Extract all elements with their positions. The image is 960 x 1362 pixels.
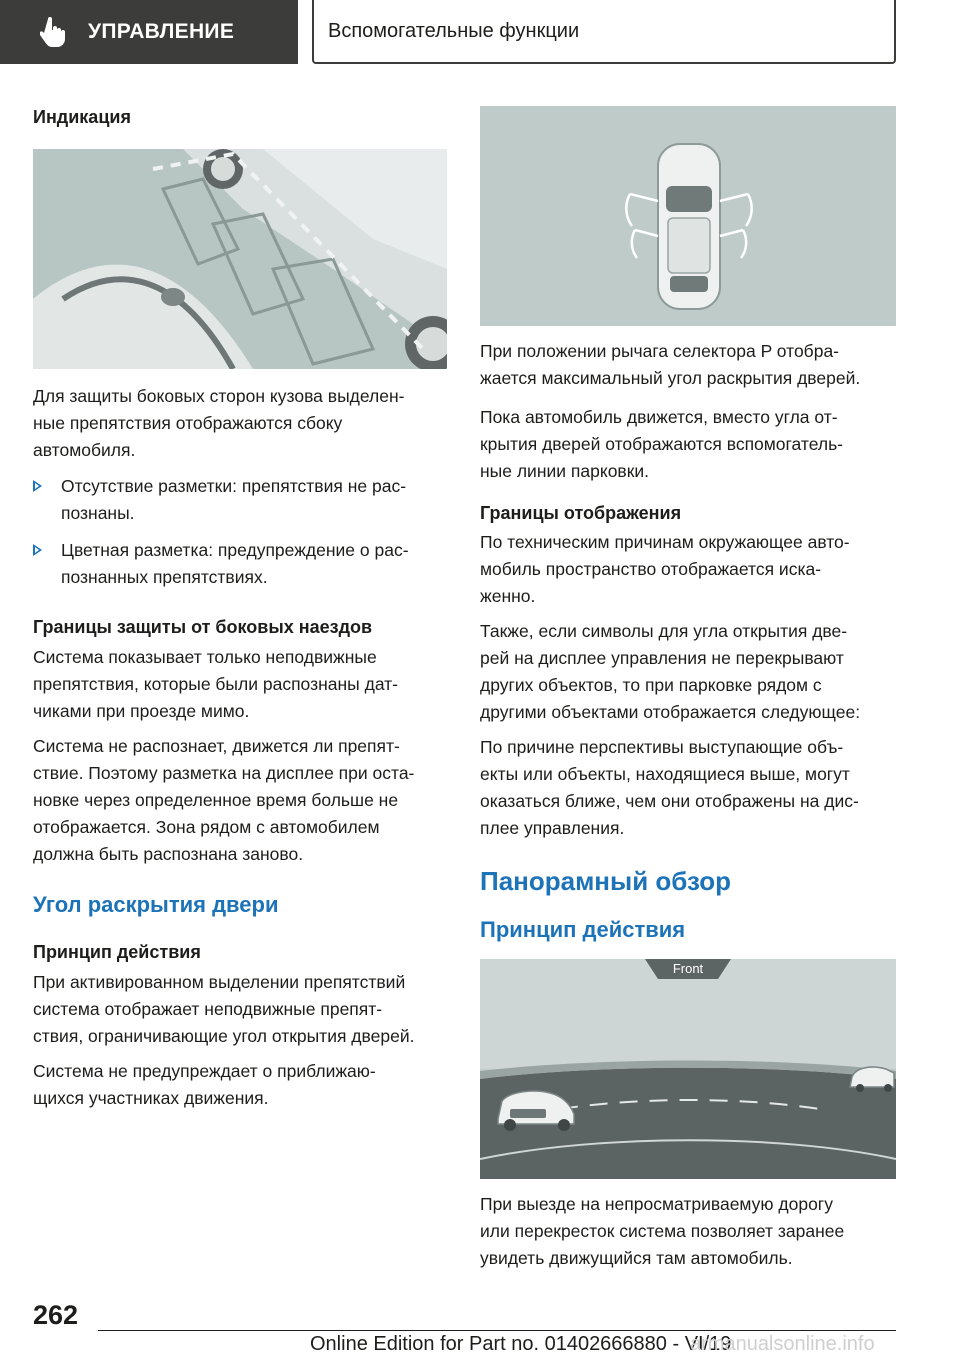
header-section-title: УПРАВЛЕНИЕ	[88, 20, 235, 43]
text-line: увидеть движущийся там автомобиль.	[480, 1248, 793, 1268]
bullet-colored-marking	[33, 537, 453, 591]
text-line: препятствия, которые были распознаны дат-	[33, 674, 399, 694]
text-line: ные препятствия отображаются сбоку	[33, 413, 343, 433]
text-line: По причине перспективы выступающие объ-	[480, 737, 844, 757]
text-line: мобиль пространство отображается иска-	[480, 559, 822, 579]
text-principle-1	[33, 969, 453, 1050]
text-line: Цветная разметка: предупреждение о рас-	[61, 540, 409, 560]
text-panorama-1	[480, 1191, 900, 1272]
text-line: Отсутствие разметки: препятствия не рас-	[61, 476, 407, 496]
text-principle-2	[33, 1058, 453, 1112]
text-line: познанных препятствиях.	[61, 567, 268, 587]
text-line: чиками при проезде мимо.	[33, 701, 250, 721]
text-limits-2	[33, 733, 453, 868]
text-line: рей на дисплее управления не перекрывают	[480, 648, 844, 668]
text-line: При активированном выделении препятствий	[33, 972, 406, 992]
text-line: другими объектами отображается следующее:	[480, 702, 861, 722]
text-line: екты или объекты, находящиеся выше, могут	[480, 764, 850, 784]
text-line: щихся участниках движения.	[33, 1088, 269, 1108]
text-line: По техническим причинам окружающее авто-	[480, 532, 850, 552]
heading-indication: Индикация	[33, 107, 131, 127]
heading-principle-right: Принцип действия	[480, 917, 686, 942]
text-line: автомобиля.	[33, 440, 136, 460]
text-door-1	[480, 338, 900, 392]
hand-pointer-icon	[40, 17, 66, 47]
heading-door-angle: Угол раскрытия двери	[33, 892, 279, 917]
text-line: познаны.	[61, 503, 135, 523]
front-label: Front	[672, 961, 704, 976]
header-chapter-title: Вспомогательные функции	[328, 19, 580, 42]
text-line: Пока автомобиль движется, вместо угла от-	[480, 407, 838, 427]
text-line: крытия дверей отображаются вспомогатель-	[480, 434, 844, 454]
text-line: ствие. Поэтому разметка на дисплее при оста-	[33, 763, 415, 783]
figure-side-protection-illustration	[33, 149, 447, 369]
figure-panorama-view	[480, 959, 896, 1179]
figure-panorama-illustration	[480, 959, 896, 1179]
text-door-2	[480, 404, 900, 485]
bullet-no-marking	[33, 473, 453, 527]
text-line: При выезде на непросматриваемую дорогу	[480, 1194, 833, 1214]
footer-divider	[98, 1330, 896, 1331]
figure-door-angle-illustration	[480, 106, 896, 326]
text-line: жается максимальный угол раскрытия дверей.	[480, 368, 861, 388]
page-number: 262	[33, 1300, 79, 1330]
text-line: женно.	[480, 586, 536, 606]
text-display-limits-2	[480, 618, 900, 726]
text-line: ные линии парковки.	[480, 461, 650, 481]
text-display-limits-1	[480, 529, 900, 610]
heading-panorama-view: Панорамный обзор	[480, 866, 732, 896]
text-line: оказаться ближе, чем они отображены на дис-	[480, 791, 859, 811]
heading-display-limits: Границы отображения	[480, 503, 682, 523]
heading-side-protection-limits: Границы защиты от боковых наездов	[33, 617, 373, 637]
header-section-tab	[0, 0, 298, 64]
text-line: система отображает неподвижные препят-	[33, 999, 383, 1019]
text-line: должна быть распознана заново.	[33, 844, 304, 864]
text-line: отображается. Зона рядом с автомобилем	[33, 817, 380, 837]
text-line: При положении рычага селектора P отобра-	[480, 341, 839, 361]
footer-edition: Online Edition for Part no. 01402666880 - VI/19	[310, 1333, 732, 1355]
footer-watermark: armanualsonline.info	[690, 1333, 875, 1355]
text-line: или перекресток система позволяет заранее	[480, 1221, 845, 1241]
left-column	[33, 100, 453, 1112]
bullet-triangle-icon	[33, 480, 42, 492]
text-line: других объектов, то при парковке рядом с	[480, 675, 822, 695]
heading-principle-left: Принцип действия	[33, 942, 201, 962]
text-line: плее управления.	[480, 818, 625, 838]
text-indication-1	[33, 383, 453, 464]
text-line: Для защиты боковых сторон кузова выделен-	[33, 386, 405, 406]
text-line: ствия, ограничивающие угол открытия дверей.	[33, 1026, 415, 1046]
right-column	[480, 100, 900, 1272]
bullet-triangle-icon	[33, 544, 42, 556]
header-chapter-box	[312, 0, 896, 64]
figure-side-protection	[33, 149, 447, 369]
text-display-limits-3	[480, 734, 900, 842]
text-line: Также, если символы для угла открытия две-	[480, 621, 848, 641]
text-line: Система показывает только неподвижные	[33, 647, 377, 667]
text-limits-1	[33, 644, 453, 725]
text-line: Система не распознает, движется ли препят-	[33, 736, 400, 756]
text-line: Система не предупреждает о приближаю-	[33, 1061, 376, 1081]
figure-door-angle	[480, 106, 896, 326]
text-line: новке через определенное время больше не	[33, 790, 399, 810]
